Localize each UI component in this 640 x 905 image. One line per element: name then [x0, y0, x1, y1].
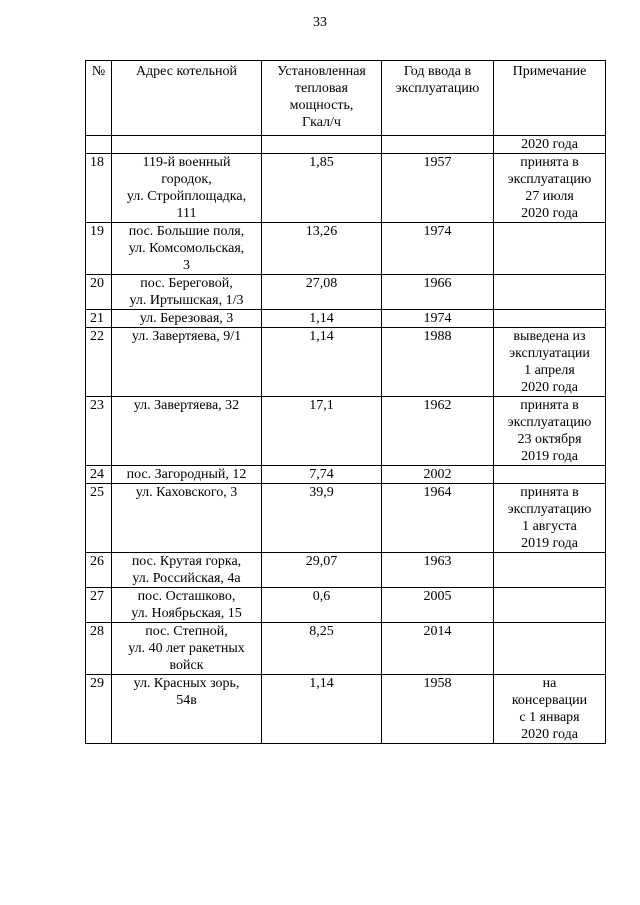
commissioning-year-cell: 2002: [382, 466, 494, 484]
note-cell: [494, 623, 606, 675]
table-row: [86, 328, 606, 397]
note-cell: 2020 года: [494, 136, 606, 154]
row-number-cell: 29: [86, 675, 112, 744]
heat-capacity-cell: 1,14: [262, 675, 382, 744]
address-cell: 119-й военный городок, ул. Стройплощадка, 111: [112, 154, 262, 223]
table-row: [86, 588, 606, 623]
commissioning-year-cell: 1988: [382, 328, 494, 397]
header-heat-capacity: Установленная тепловая мощность, Гкал/ч: [262, 61, 382, 136]
commissioning-year-cell: 1963: [382, 553, 494, 588]
note-cell: принята в эксплуатацию 27 июля 2020 года: [494, 154, 606, 223]
address-cell: пос. Степной, ул. 40 лет ракетных войск: [112, 623, 262, 675]
table-row: [86, 466, 606, 484]
row-number-cell: 24: [86, 466, 112, 484]
note-cell: [494, 466, 606, 484]
commissioning-year-cell: 1974: [382, 223, 494, 275]
commissioning-year-cell: 1966: [382, 275, 494, 310]
note-cell: [494, 223, 606, 275]
row-number-cell: [86, 136, 112, 154]
table-row: [86, 275, 606, 310]
row-number-cell: 19: [86, 223, 112, 275]
heat-capacity-cell: 0,6: [262, 588, 382, 623]
commissioning-year-cell: [382, 136, 494, 154]
commissioning-year-cell: 2014: [382, 623, 494, 675]
address-cell: пос. Береговой, ул. Иртышская, 1/3: [112, 275, 262, 310]
commissioning-year-cell: 1962: [382, 397, 494, 466]
address-cell: ул. Каховского, 3: [112, 484, 262, 553]
row-number-cell: 23: [86, 397, 112, 466]
note-cell: [494, 310, 606, 328]
table-row: [86, 397, 606, 466]
header-commissioning-year: Год ввода в эксплуатацию: [382, 61, 494, 136]
page-number: 33: [313, 15, 327, 30]
heat-capacity-cell: 39,9: [262, 484, 382, 553]
row-number-cell: 21: [86, 310, 112, 328]
heat-capacity-cell: 1,14: [262, 310, 382, 328]
heat-capacity-cell: 17,1: [262, 397, 382, 466]
row-number-cell: 27: [86, 588, 112, 623]
row-number-cell: 20: [86, 275, 112, 310]
table-row: [86, 553, 606, 588]
heat-capacity-cell: 8,25: [262, 623, 382, 675]
note-cell: [494, 588, 606, 623]
address-cell: пос. Большие поля, ул. Комсомольская, 3: [112, 223, 262, 275]
commissioning-year-cell: 1957: [382, 154, 494, 223]
heat-capacity-cell: 1,14: [262, 328, 382, 397]
heat-capacity-cell: 29,07: [262, 553, 382, 588]
note-cell: [494, 275, 606, 310]
table-row: [86, 484, 606, 553]
commissioning-year-cell: 1958: [382, 675, 494, 744]
row-number-cell: 22: [86, 328, 112, 397]
commissioning-year-cell: 2005: [382, 588, 494, 623]
row-number-cell: 18: [86, 154, 112, 223]
heat-capacity-cell: 7,74: [262, 466, 382, 484]
boiler-houses-table: [85, 60, 606, 744]
row-number-cell: 25: [86, 484, 112, 553]
heat-capacity-cell: [262, 136, 382, 154]
address-cell: пос. Осташково, ул. Ноябрьская, 15: [112, 588, 262, 623]
table-row: [86, 136, 606, 154]
address-cell: ул. Завертяева, 32: [112, 397, 262, 466]
address-cell: ул. Завертяева, 9/1: [112, 328, 262, 397]
row-number-cell: 28: [86, 623, 112, 675]
commissioning-year-cell: 1964: [382, 484, 494, 553]
heat-capacity-cell: 1,85: [262, 154, 382, 223]
heat-capacity-cell: 13,26: [262, 223, 382, 275]
table-row: [86, 310, 606, 328]
note-cell: на консервации с 1 января 2020 года: [494, 675, 606, 744]
table-row: [86, 623, 606, 675]
commissioning-year-cell: 1974: [382, 310, 494, 328]
note-cell: принята в эксплуатацию 23 октября 2019 года: [494, 397, 606, 466]
heat-capacity-cell: 27,08: [262, 275, 382, 310]
address-cell: ул. Березовая, 3: [112, 310, 262, 328]
note-cell: выведена из эксплуатации 1 апреля 2020 года: [494, 328, 606, 397]
header-number: №: [86, 61, 112, 136]
address-cell: ул. Красных зорь, 54в: [112, 675, 262, 744]
table-body: [86, 136, 606, 744]
table-row: [86, 154, 606, 223]
header-note: Примечание: [494, 61, 606, 136]
address-cell: пос. Загородный, 12: [112, 466, 262, 484]
table-row: [86, 675, 606, 744]
note-cell: принята в эксплуатацию 1 августа 2019 года: [494, 484, 606, 553]
address-cell: [112, 136, 262, 154]
table-row: [86, 223, 606, 275]
table-header-row: [86, 61, 606, 136]
header-address: Адрес котельной: [112, 61, 262, 136]
address-cell: пос. Крутая горка, ул. Российская, 4а: [112, 553, 262, 588]
row-number-cell: 26: [86, 553, 112, 588]
note-cell: [494, 553, 606, 588]
